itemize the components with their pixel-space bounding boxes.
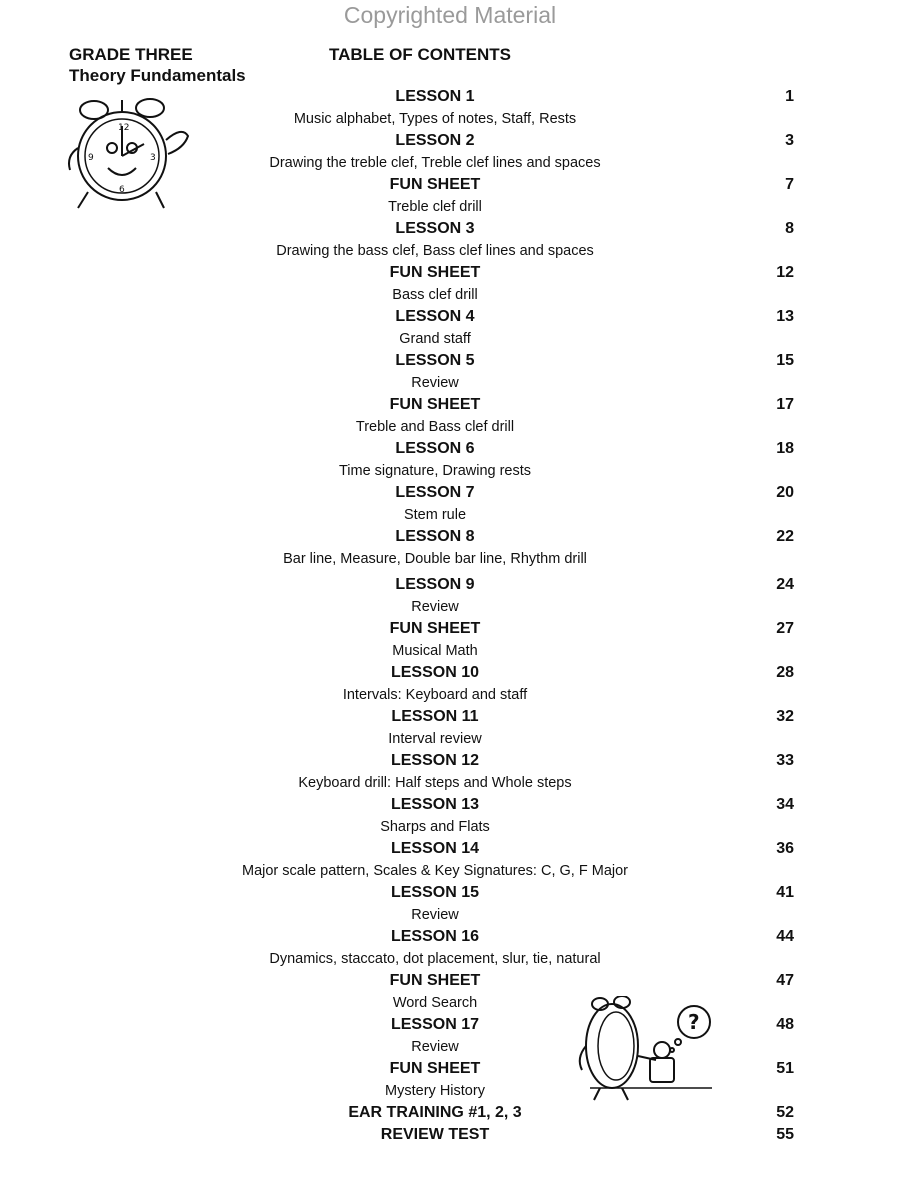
entry-subtitle: Major scale pattern, Scales & Key Signatures: C, G, F Major: [241, 863, 628, 879]
entry-page-number: 32: [776, 708, 794, 725]
entry-subtitle: Review: [411, 375, 459, 391]
entry-page-number: 41: [776, 884, 794, 901]
entry-subtitle: Bar line, Measure, Double bar line, Rhythm drill: [283, 551, 587, 567]
toc-entry: [0, 130, 900, 174]
entry-subtitle: Review: [411, 1039, 459, 1055]
toc-entry: [0, 970, 900, 1014]
entry-page-number: 44: [776, 928, 794, 945]
entry-title: LESSON 13: [390, 796, 480, 813]
entry-title: EAR TRAINING #1, 2, 3: [348, 1104, 522, 1121]
entry-page-number: 27: [776, 620, 794, 637]
entry-title: FUN SHEET: [389, 972, 481, 989]
entry-title: LESSON 6: [395, 440, 475, 457]
entry-title: LESSON 8: [395, 528, 475, 545]
entry-page-number: 20: [776, 484, 794, 501]
entry-title: LESSON 15: [390, 884, 480, 901]
entry-title: REVIEW TEST: [380, 1126, 490, 1143]
copyright-watermark: Copyrighted Material: [343, 2, 557, 28]
grade-label: GRADE THREE: [69, 45, 193, 64]
entry-title: FUN SHEET: [389, 620, 481, 637]
entry-subtitle: Musical Math: [392, 643, 478, 659]
entry-title: FUN SHEET: [389, 1060, 481, 1077]
toc-entry: [0, 1124, 900, 1146]
entry-page-number: 7: [785, 176, 794, 193]
table-of-contents: [0, 86, 900, 1146]
entry-subtitle: Review: [411, 599, 459, 615]
entry-subtitle: Grand staff: [399, 331, 471, 347]
entry-title: LESSON 14: [390, 840, 480, 857]
entry-title: LESSON 2: [395, 132, 475, 149]
entry-page-number: 12: [776, 264, 794, 281]
toc-entry: [0, 750, 900, 794]
entry-title: FUN SHEET: [389, 176, 481, 193]
entry-subtitle: Review: [411, 907, 459, 923]
entry-title: LESSON 9: [395, 576, 475, 593]
entry-page-number: 15: [776, 352, 794, 369]
entry-title: FUN SHEET: [389, 264, 481, 281]
entry-title: LESSON 17: [390, 1016, 480, 1033]
toc-entry: [0, 838, 900, 882]
entry-title: LESSON 3: [395, 220, 475, 237]
entry-title: LESSON 5: [395, 352, 475, 369]
toc-entry: [0, 1014, 900, 1058]
entry-subtitle: Time signature, Drawing rests: [338, 463, 532, 479]
entry-subtitle: Keyboard drill: Half steps and Whole steps: [298, 775, 572, 791]
entry-page-number: 48: [776, 1016, 794, 1033]
toc-entry: [0, 926, 900, 970]
entry-subtitle: Bass clef drill: [392, 287, 478, 303]
entry-page-number: 17: [776, 396, 794, 413]
toc-entry: [0, 482, 900, 526]
entry-page-number: 3: [785, 132, 794, 149]
toc-entry: [0, 882, 900, 926]
entry-page-number: 13: [776, 308, 794, 325]
entry-title: LESSON 11: [391, 708, 479, 725]
toc-entry: [0, 794, 900, 838]
entry-subtitle: Intervals: Keyboard and staff: [342, 687, 528, 703]
toc-entry: [0, 350, 900, 394]
svg-text:3: 3: [150, 153, 156, 163]
entry-subtitle: Music alphabet, Types of notes, Staff, Rests: [293, 111, 577, 127]
entry-subtitle: Mystery History: [385, 1083, 485, 1099]
entry-page-number: 18: [776, 440, 794, 457]
toc-entry: [0, 306, 900, 350]
toc-entry: [0, 526, 900, 570]
subject-label: Theory Fundamentals: [69, 66, 246, 85]
toc-entry: [0, 662, 900, 706]
svg-text:6: 6: [119, 185, 125, 195]
toc-entry: [0, 574, 900, 618]
entry-title: LESSON 10: [390, 664, 480, 681]
entry-subtitle: Stem rule: [403, 507, 467, 523]
entry-subtitle: Treble and Bass clef drill: [355, 419, 515, 435]
svg-text:9: 9: [88, 153, 94, 163]
question-mark: ?: [688, 1010, 700, 1034]
toc-entry: [0, 174, 900, 218]
entry-subtitle: Sharps and Flats: [380, 819, 490, 835]
entry-page-number: 8: [785, 220, 794, 237]
entry-page-number: 22: [776, 528, 794, 545]
entry-page-number: 28: [776, 664, 794, 681]
toc-entry: [0, 618, 900, 662]
toc-entry: [0, 218, 900, 262]
entry-page-number: 52: [776, 1104, 794, 1121]
entry-page-number: 1: [785, 88, 794, 105]
toc-entry: [0, 394, 900, 438]
entry-page-number: 33: [776, 752, 794, 769]
toc-entry: [0, 86, 900, 130]
entry-title: LESSON 12: [390, 752, 480, 769]
entry-subtitle: Drawing the bass clef, Bass clef lines and spaces: [276, 243, 594, 259]
entry-subtitle: Interval review: [388, 731, 482, 747]
toc-entry: [0, 1102, 900, 1124]
entry-page-number: 51: [776, 1060, 794, 1077]
toc-entry: [0, 262, 900, 306]
entry-title: FUN SHEET: [389, 396, 481, 413]
entry-title: LESSON 4: [395, 308, 475, 325]
toc-entry: [0, 1058, 900, 1102]
toc-entry: [0, 438, 900, 482]
entry-page-number: 34: [776, 796, 794, 813]
toc-entry: [0, 706, 900, 750]
grade-heading: [69, 44, 246, 86]
entry-title: LESSON 16: [390, 928, 480, 945]
entry-page-number: 55: [776, 1126, 794, 1143]
page-title: TABLE OF CONTENTS: [329, 45, 511, 64]
entry-page-number: 24: [776, 576, 794, 593]
entry-title: LESSON 1: [395, 88, 475, 105]
entry-subtitle: Word Search: [392, 995, 478, 1011]
entry-title: LESSON 7: [395, 484, 475, 501]
entry-page-number: 47: [776, 972, 794, 989]
entry-page-number: 36: [776, 840, 794, 857]
svg-text:12: 12: [118, 123, 130, 133]
entry-subtitle: Dynamics, staccato, dot placement, slur, tie, natural: [269, 951, 601, 967]
entry-subtitle: Drawing the treble clef, Treble clef lines and spaces: [269, 155, 601, 171]
entry-subtitle: Treble clef drill: [388, 199, 482, 215]
